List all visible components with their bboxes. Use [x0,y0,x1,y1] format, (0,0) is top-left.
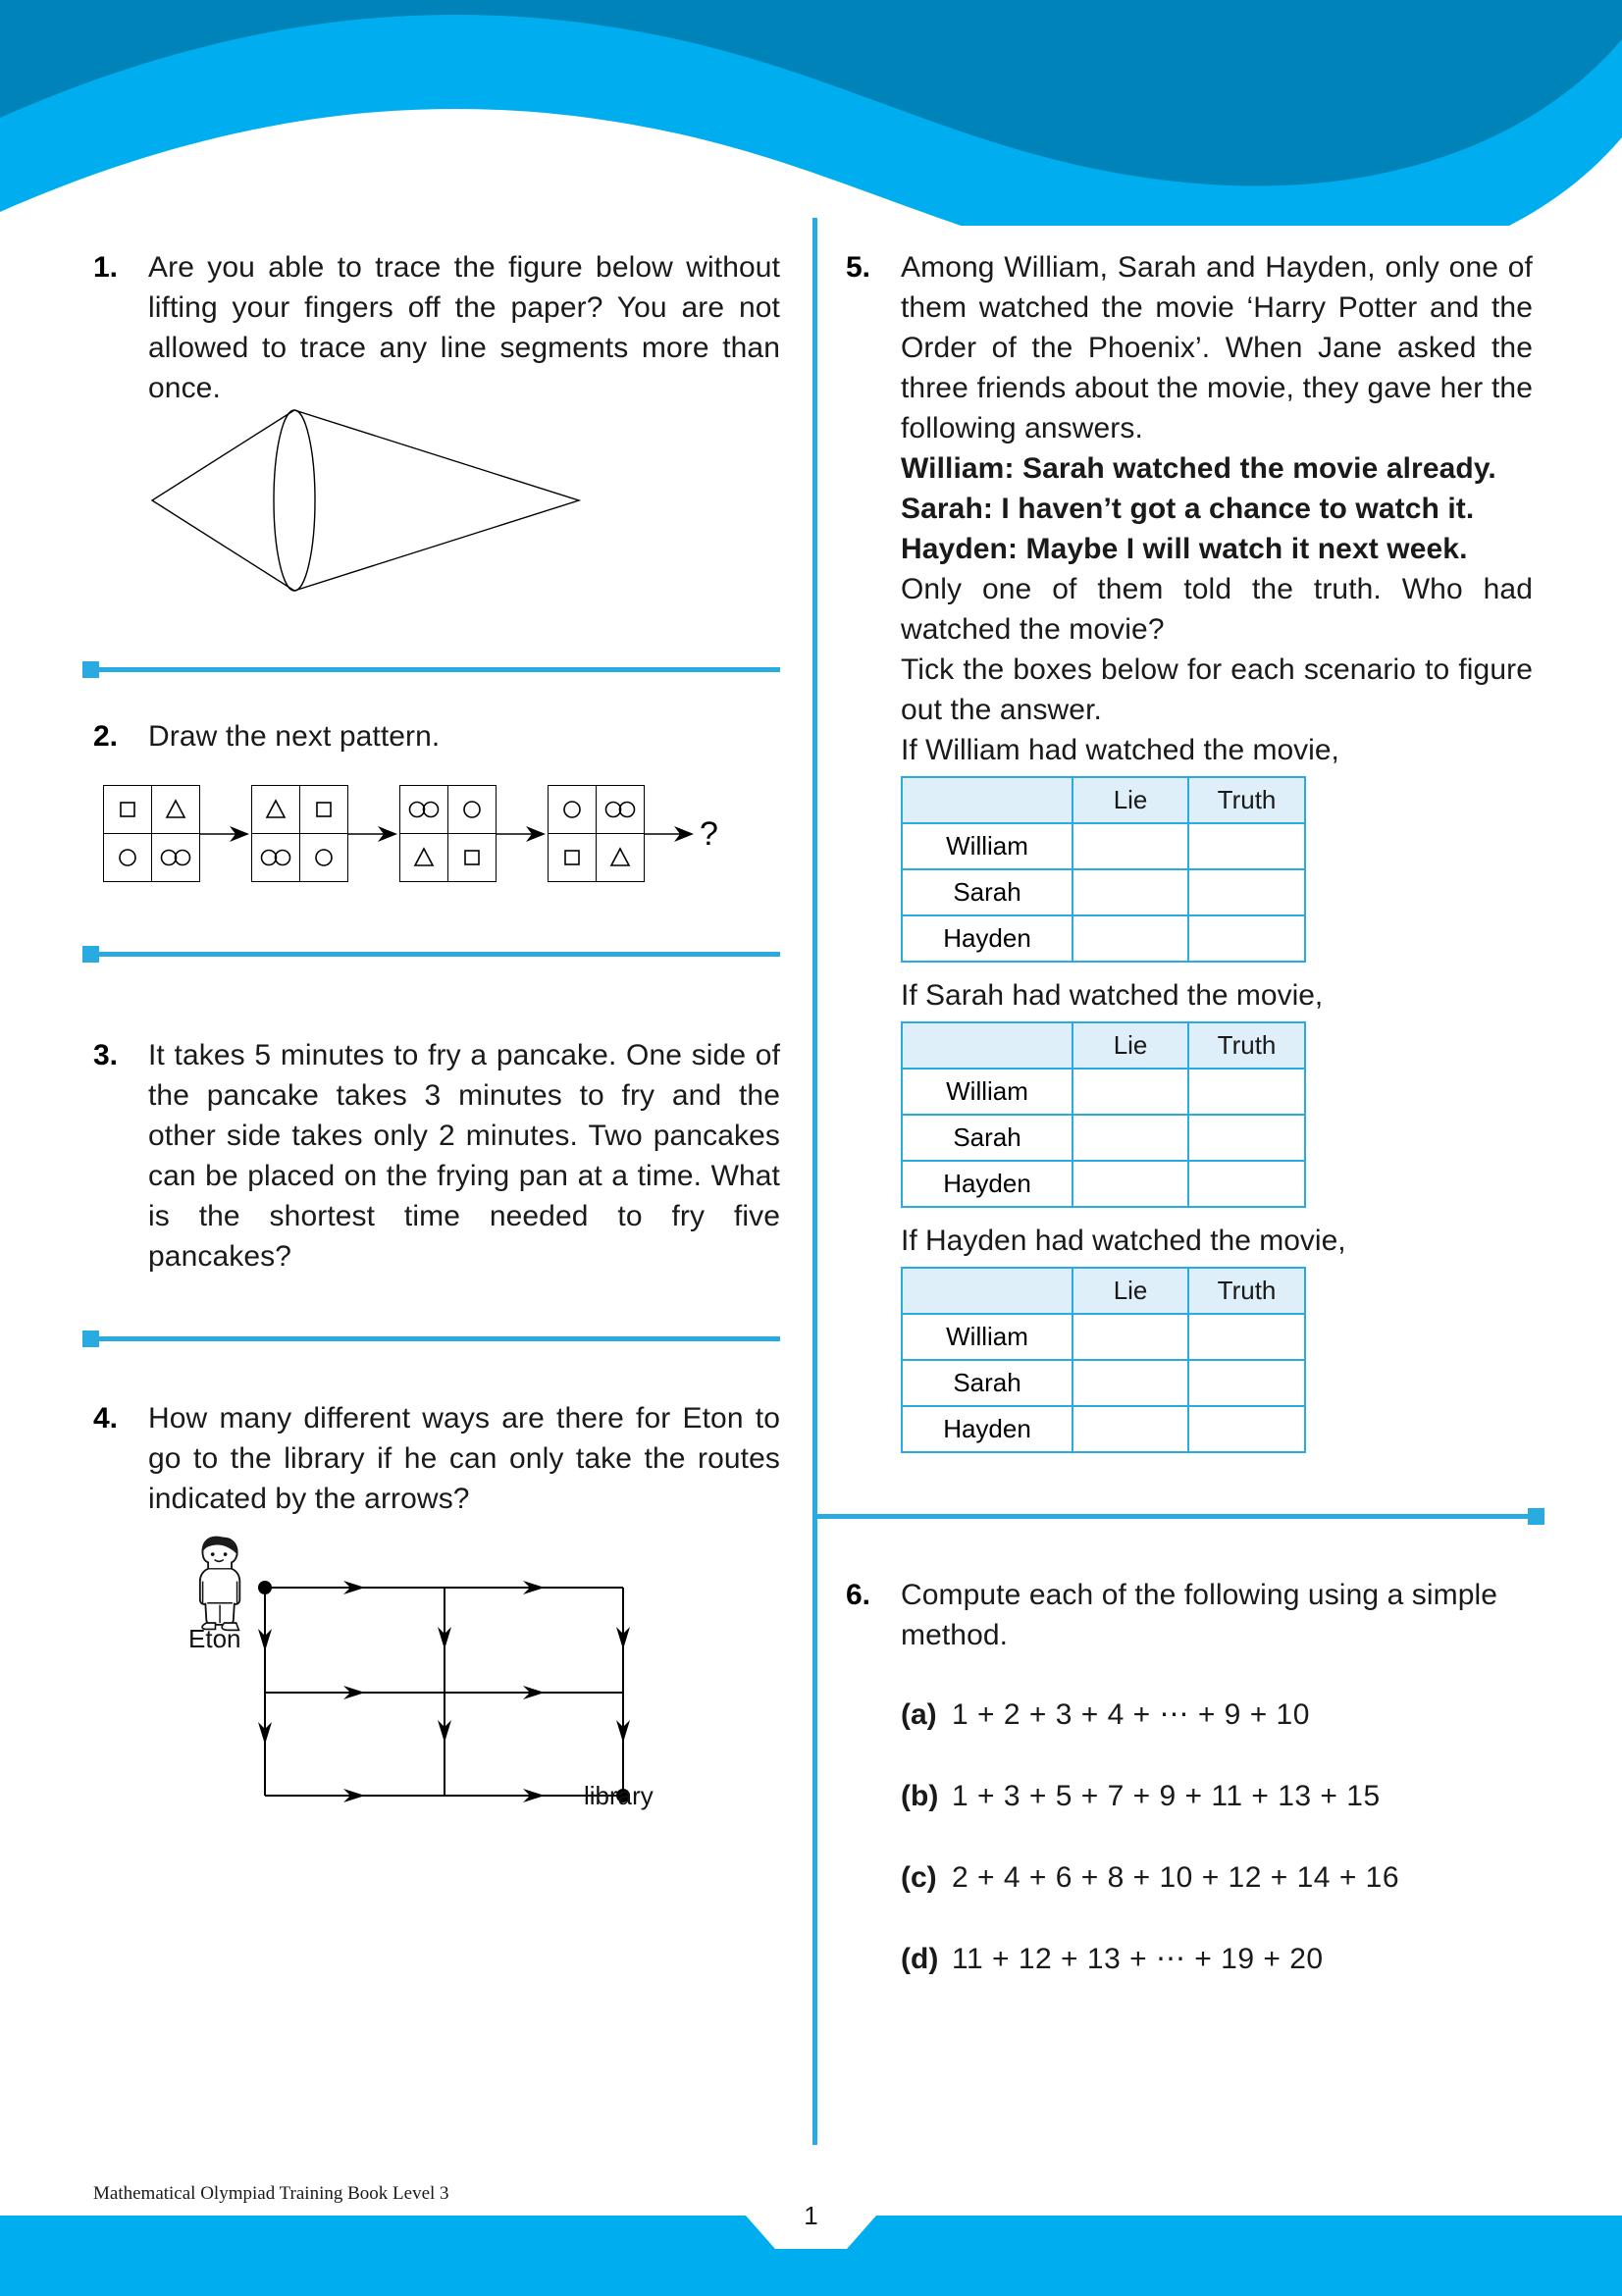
question-6 [846,1575,1533,2020]
person-name-cell: Hayden [902,915,1073,962]
divider-square [82,661,99,678]
tick-cell-lie[interactable] [1073,1069,1188,1115]
question-3-number: 3. [93,1039,119,1071]
rhombus-with-ellipse-figure [137,407,599,594]
person-name-cell: Hayden [902,1161,1073,1207]
tick-cell-truth[interactable] [1188,1069,1305,1115]
pattern-arrow-icon [645,823,696,845]
column-header: Lie [1073,777,1188,823]
column-header: Lie [1073,1022,1188,1069]
column-header: Truth [1188,1022,1305,1069]
triangle-glyph [404,845,444,870]
tick-cell-lie[interactable] [1073,1161,1188,1207]
column-header: Truth [1188,777,1305,823]
q6-item-label: (d) [901,1943,939,1975]
pattern-cell-tl [104,786,152,834]
q6-item [901,1857,1533,1898]
boy-icon [200,1537,239,1631]
question-3-text: It takes 5 minutes to fry a pancake. One side of the pancake takes 3 minutes to fry and the other side takes only 2 minutes. Two pancakes can be placed on the frying pan at a time. What is the shortest time needed to fry five pancakes? [148,1039,780,1273]
divider-square [1528,1508,1544,1525]
statement-william: William: Sarah watched the movie already. [901,452,1496,485]
pattern-cell-tl [549,786,597,834]
pattern-cell-tr [448,786,497,834]
double-circle-glyph [601,797,640,822]
person-name-cell: William [902,823,1073,869]
question-2-text: Draw the next pattern. [148,720,441,753]
question-3 [93,1035,780,1277]
question-2 [93,716,780,757]
column-divider [812,218,817,2145]
tick-cell-truth[interactable] [1188,869,1305,915]
table-row [902,1406,1305,1452]
pattern-sequence [103,785,718,882]
question-5-intro: Among William, Sarah and Hayden, only one of them watched the movie ‘Harry Potter and the Order of the Phoenix’. When Jane asked the three friends about the movie, they gave her the following answers. [901,251,1533,444]
tick-cell-truth[interactable] [1188,1115,1305,1161]
person-name-cell: William [902,1314,1073,1360]
double-circle-glyph [256,845,295,870]
pattern-unknown-marker: ? [700,814,718,853]
table-row [902,1161,1305,1207]
tick-cell-truth[interactable] [1188,1161,1305,1207]
pattern-cell-br [300,834,348,882]
column-header: Truth [1188,1268,1305,1314]
divider-after-q2 [93,952,780,957]
pattern-cell-bl [252,834,300,882]
table-header-row [902,1268,1305,1314]
person-name-cell: Sarah [902,1360,1073,1406]
pattern-cell-bl [549,834,597,882]
q6-item [901,1776,1533,1816]
tick-cell-lie[interactable] [1073,1406,1188,1452]
scenario-tick-table [901,776,1306,963]
pattern-cell-br [597,834,645,882]
tick-cell-lie[interactable] [1073,1314,1188,1360]
scenario-label: If Sarah had watched the movie, [901,979,1324,1012]
divider-square [82,946,99,963]
pattern-cell-tr [300,786,348,834]
divider-after-q3 [93,1336,780,1341]
tick-cell-lie[interactable] [1073,1360,1188,1406]
question-4-number: 4. [93,1402,119,1435]
question-4 [93,1398,780,1519]
q6-item-expression: 1 + 3 + 5 + 7 + 9 + 11 + 13 + 15 [952,1780,1381,1812]
pattern-cell-tl [400,786,448,834]
pattern-cell-br [152,834,200,882]
question-1-text: Are you able to trace the figure below without lifting your fingers off the paper? You are not allowed to trace any line segments more than once. [148,251,780,404]
statement-hayden: Hayden: Maybe I will watch it next week. [901,533,1468,565]
question-4-text: How many different ways are there for Eton to go to the library if he can only take the routes indicated by the arrows? [148,1402,780,1515]
circle-glyph [452,797,492,822]
question-1-number: 1. [93,251,119,284]
q6-item-label: (c) [901,1861,937,1894]
column-header: Lie [1073,1268,1188,1314]
pattern-cell-bl [104,834,152,882]
column-header [902,1022,1073,1069]
tick-cell-truth[interactable] [1188,1360,1305,1406]
q6-item-label: (b) [901,1780,939,1812]
start-node [258,1581,272,1594]
scenario-tick-table [901,1267,1306,1453]
pattern-arrow-icon [497,823,548,845]
circle-glyph [552,797,592,822]
q6-expression-list [901,1695,1533,1979]
table-row [902,869,1305,915]
q6-item-label: (a) [901,1698,937,1731]
divider-before-q6 [812,1514,1534,1519]
library-label: library [584,1781,654,1810]
question-6-number: 6. [846,1579,871,1611]
tick-cell-lie[interactable] [1073,915,1188,962]
person-name-cell: Sarah [902,869,1073,915]
pattern-cell-tr [152,786,200,834]
pattern-cell-bl [400,834,448,882]
q6-item-expression: 1 + 2 + 3 + 4 + ⋯ + 9 + 10 [952,1698,1310,1731]
divider-square [82,1331,99,1347]
triangle-glyph [156,797,195,822]
square-glyph [552,845,592,870]
tick-cell-truth[interactable] [1188,915,1305,962]
center-ellipse [274,410,315,591]
scenario-tick-table [901,1021,1306,1208]
pattern-cell-tl [252,786,300,834]
square-glyph [108,797,147,822]
pattern-arrow-icon [348,823,399,845]
circle-glyph [304,845,343,870]
tick-cell-lie[interactable] [1073,823,1188,869]
question-5-followup: Only one of them told the truth. Who had watched the movie? [901,573,1533,646]
pattern-box [548,785,645,882]
q6-item-expression: 2 + 4 + 6 + 8 + 10 + 12 + 14 + 16 [952,1861,1400,1894]
table-row [902,1115,1305,1161]
square-glyph [304,797,343,822]
pattern-cell-tr [597,786,645,834]
person-name-cell: Hayden [902,1406,1073,1452]
pattern-box [103,785,200,882]
column-header [902,1268,1073,1314]
scenario-label: If William had watched the movie, [901,734,1339,766]
rhombus-outline [152,410,579,591]
triangle-glyph [601,845,640,870]
tick-cell-truth[interactable] [1188,1314,1305,1360]
table-header-row [902,1022,1305,1069]
table-header-row [902,777,1305,823]
square-glyph [452,845,492,870]
question-6-text: Compute each of the following using a simple method. [901,1579,1498,1651]
table-row [902,1360,1305,1406]
q6-item [901,1695,1533,1735]
table-row [902,823,1305,869]
person-name-cell: Sarah [902,1115,1073,1161]
question-5 [846,247,1533,1466]
q6-item [901,1939,1533,1979]
table-row [902,915,1305,962]
eton-label: Eton [188,1624,241,1653]
person-name-cell: William [902,1069,1073,1115]
question-5-instruction: Tick the boxes below for each scenario to figure out the answer. [901,653,1533,726]
table-row [902,1314,1305,1360]
divider-after-q1 [93,667,780,672]
scenario-tables [901,730,1533,1453]
tick-cell-lie[interactable] [1073,1115,1188,1161]
page-number: 1 [804,2201,818,2230]
tick-cell-truth[interactable] [1188,823,1305,869]
question-1 [93,247,780,408]
scenario-label: If Hayden had watched the movie, [901,1225,1346,1257]
q6-item-expression: 11 + 12 + 13 + ⋯ + 19 + 20 [952,1943,1324,1975]
circle-glyph [108,845,147,870]
question-5-number: 5. [846,251,871,284]
statement-sarah: Sarah: I haven’t got a chance to watch it. [901,493,1475,525]
pattern-cell-br [448,834,497,882]
double-circle-glyph [156,845,195,870]
footer-credit-line1: Mathematical Olympiad Training Book Level 3 [93,2183,449,2204]
pattern-box [251,785,348,882]
pattern-box [399,785,497,882]
double-circle-glyph [404,797,444,822]
pattern-arrow-icon [200,823,251,845]
column-header [902,777,1073,823]
question-2-number: 2. [93,720,119,753]
table-row [902,1069,1305,1115]
tick-cell-truth[interactable] [1188,1406,1305,1452]
triangle-glyph [256,797,295,822]
tick-cell-lie[interactable] [1073,869,1188,915]
route-grid-lines [265,1588,623,1796]
